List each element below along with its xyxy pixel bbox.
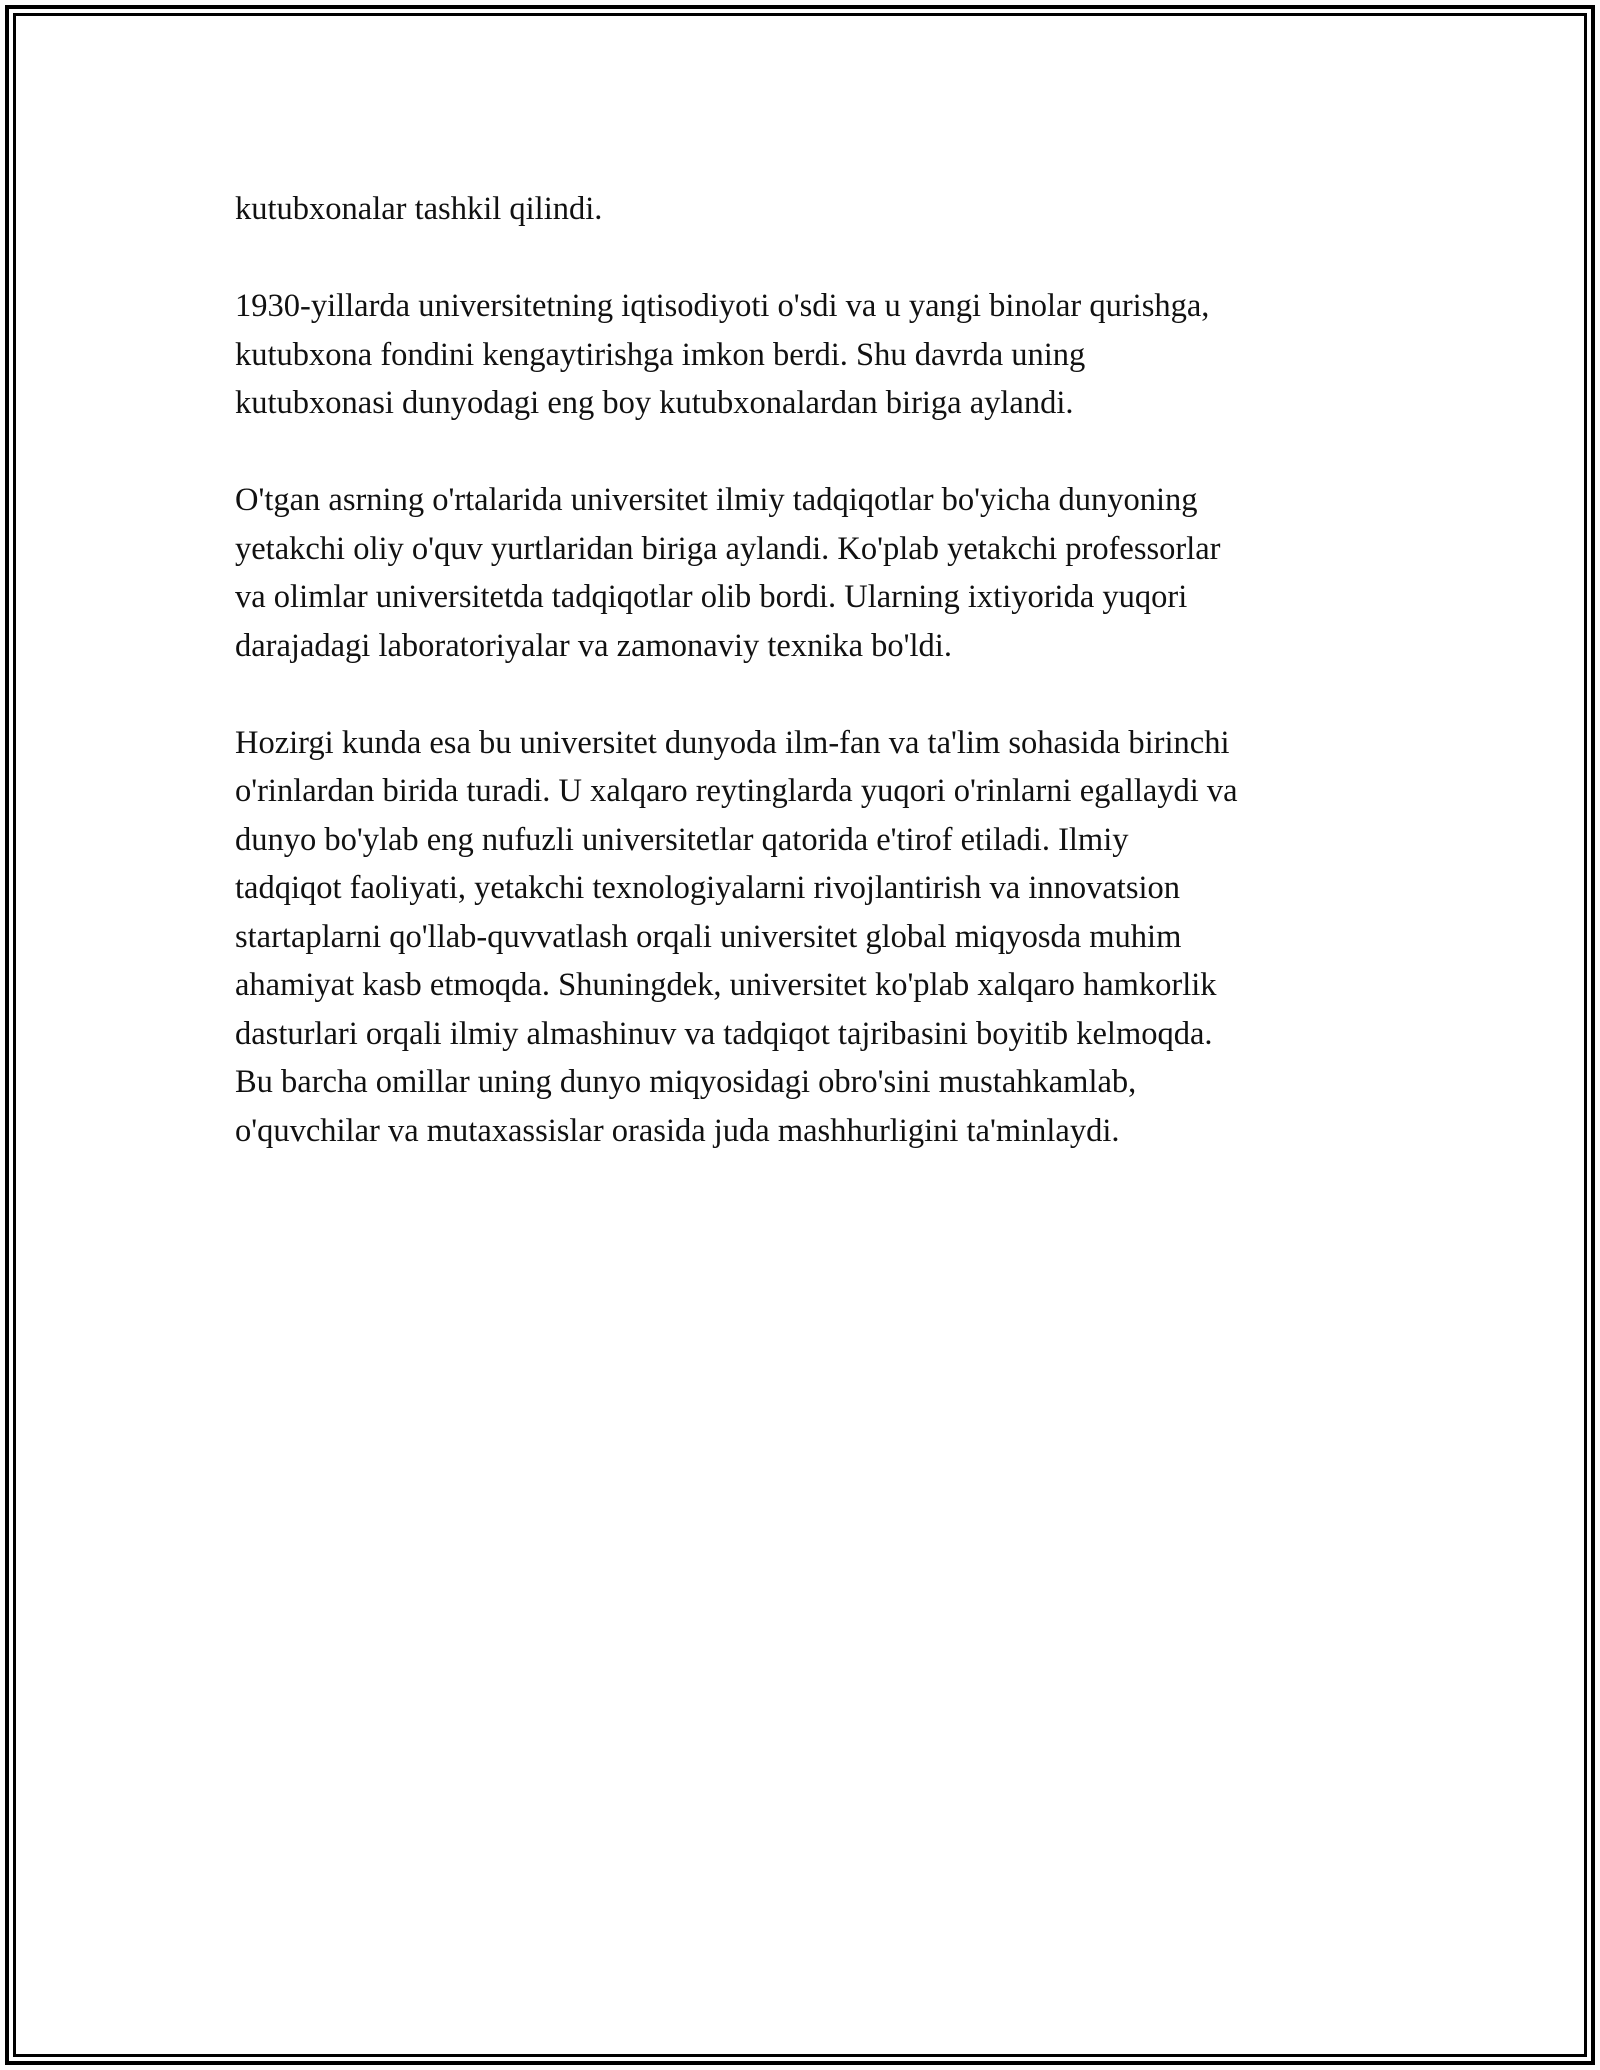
paragraph-1: kutubxonalar tashkil qilindi. bbox=[235, 191, 603, 227]
paragraph-3: O'tgan asrning o'rtalarida universitet ilmiy tadqiqotlar bo'yicha dunyoning yetakchi oliy o'quv yurtlaridan biriga aylandi. Ko'plab yetakchi professorlar va olimlar universitetda tadqiqotlar olib bordi. Ularning ixtiyorida yuqori darajadagi laboratoriyalar va zamonaviy texnika bo'ldi. bbox=[235, 482, 1221, 664]
paragraph-2: 1930-yillarda universitetning iqtisodiyoti o'sdi va u yangi binolar qurishga, kutubxona fondini kengaytirishga imkon berdi. Shu davrda uning kutubxonasi dunyodagi eng boy kutubxonalardan biriga aylandi. bbox=[235, 288, 1210, 421]
document-body bbox=[235, 185, 1385, 1204]
paragraph-4: Hozirgi kunda esa bu universitet dunyoda ilm-fan va ta'lim sohasida birinchi o'rinlardan birida turadi. U xalqaro reytinglarda yuqori o'rinlarni egallaydi va dunyo bo'ylab eng nufuzli universitetlar qatorida e'tirof etiladi. Ilmiy tadqiqot faoliyati, yetakchi texnologiyalarni rivojlantirish va innovatsion startaplarni qo'llab-quvvatlash orqali universitet global miqyosda muhim ahamiyat kasb etmoqda. Shuningdek, universitet ko'plab xalqaro hamkorlik dasturlari orqali ilmiy almashinuv va tadqiqot tajribasini boyitib kelmoqda. Bu barcha omillar uning dunyo miqyosidagi obro'sini mustahkamlab, o'quvchilar va mutaxassislar orasida juda mashhurligini ta'minlaydi. bbox=[235, 724, 1238, 1149]
